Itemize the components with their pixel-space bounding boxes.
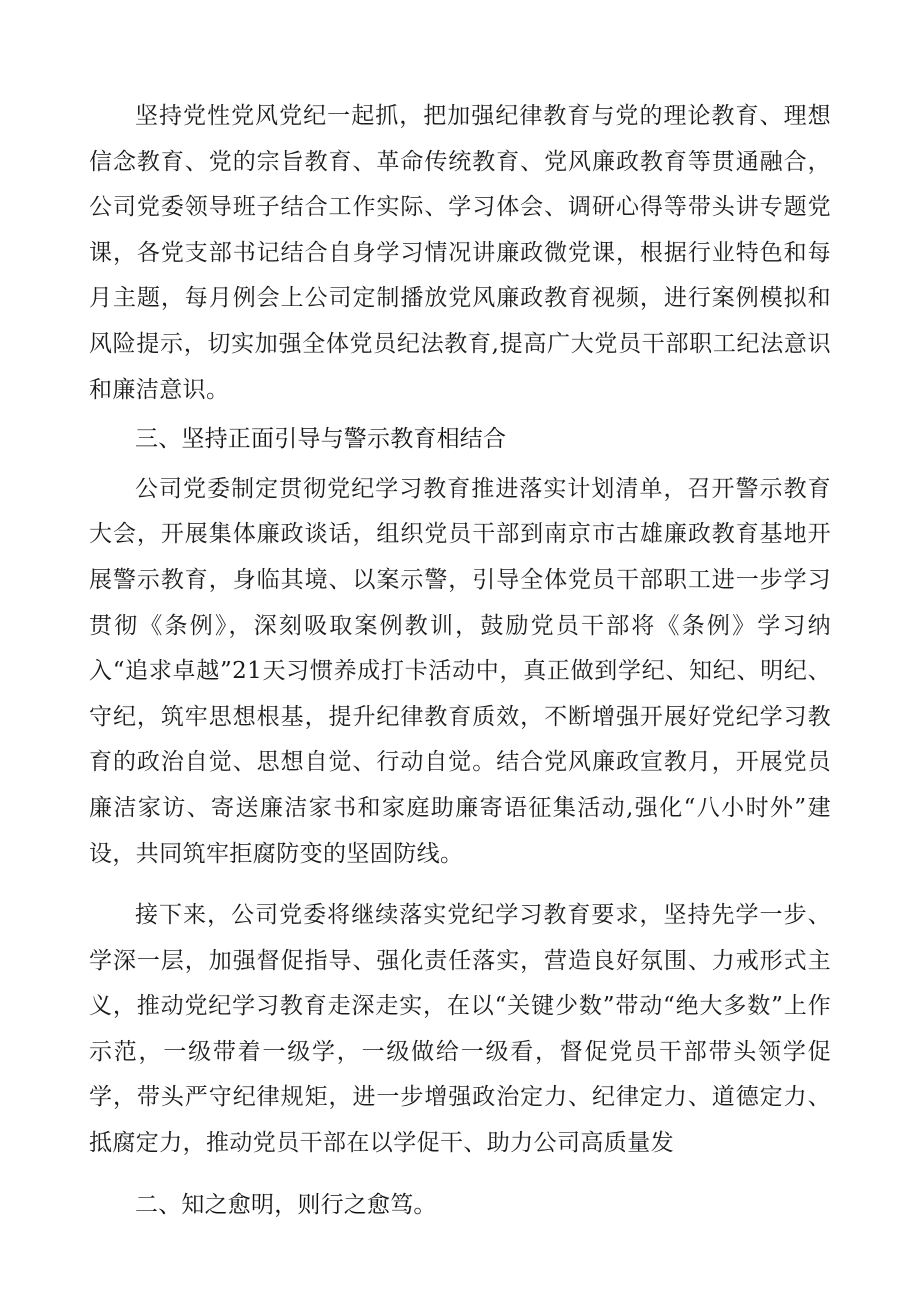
- document-body: [89, 94, 831, 1228]
- spacer: [89, 877, 831, 893]
- paragraph-next-steps: 接下来，公司党委将继续落实党纪学习教育要求，坚持先学一步、学深一层，加强督促指导、强化责任落实，营造良好氛围、力戒形式主义，推动党纪学习教育走深走实，在以“关键少数”带动“绝大多数”上作示范，一级带着一级学，一级做给一级看，督促党员干部带头领学促学，带头严守纪律规矩，进一步增强政治定力、纪律定力、道德定力、抵腐定力，推动党员干部在以学促干、助力公司高质量发: [89, 902, 831, 1157]
- paragraph-discipline-education: 坚持党性党风党纪一起抓，把加强纪律教育与党的理论教育、理想信念教育、党的宗旨教育、革命传统教育、党风廉政教育等贯通融合，公司党委领导班子结合工作实际、学习体会、调研心得等带头讲专题党课，各党支部书记结合自身学习情况讲廉政微党课，根据行业特色和每月主题，每月例会上公司定制播放党风廉政教育视频，进行案例模拟和风险提示，切实加强全体党员纪法教育,提高广大党员干部职工纪法意识和廉洁意识。: [89, 103, 831, 403]
- section-heading-three: 三、坚持正面引导与警示教育相结合: [135, 426, 507, 453]
- spacer: [89, 1167, 831, 1183]
- section-heading-two: 二、知之愈明，则行之愈笃。: [135, 1191, 437, 1218]
- paragraph-warning-education: 公司党委制定贯彻党纪学习教育推进落实计划清单，召开警示教育大会，开展集体廉政谈话，组织党员干部到南京市古雄廉政教育基地开展警示教育，身临其境、以案示警，引导全体党员干部职工进一步学习贯彻《条例》，深刻吸取案例教训，鼓励党员干部将《条例》学习纳入“追求卓越”21天习惯养成打卡活动中，真正做到学纪、知纪、明纪、守纪，筑牢思想根基，提升纪律教育质效，不断增强开展好党纪学习教育的政治自觉、思想自觉、行动自觉。结合党风廉政宣教月，开展党员廉洁家访、寄送廉洁家书和家庭助廉寄语征集活动,强化“八小时外”建设，共同筑牢拒腐防变的坚固防线。: [89, 475, 831, 867]
